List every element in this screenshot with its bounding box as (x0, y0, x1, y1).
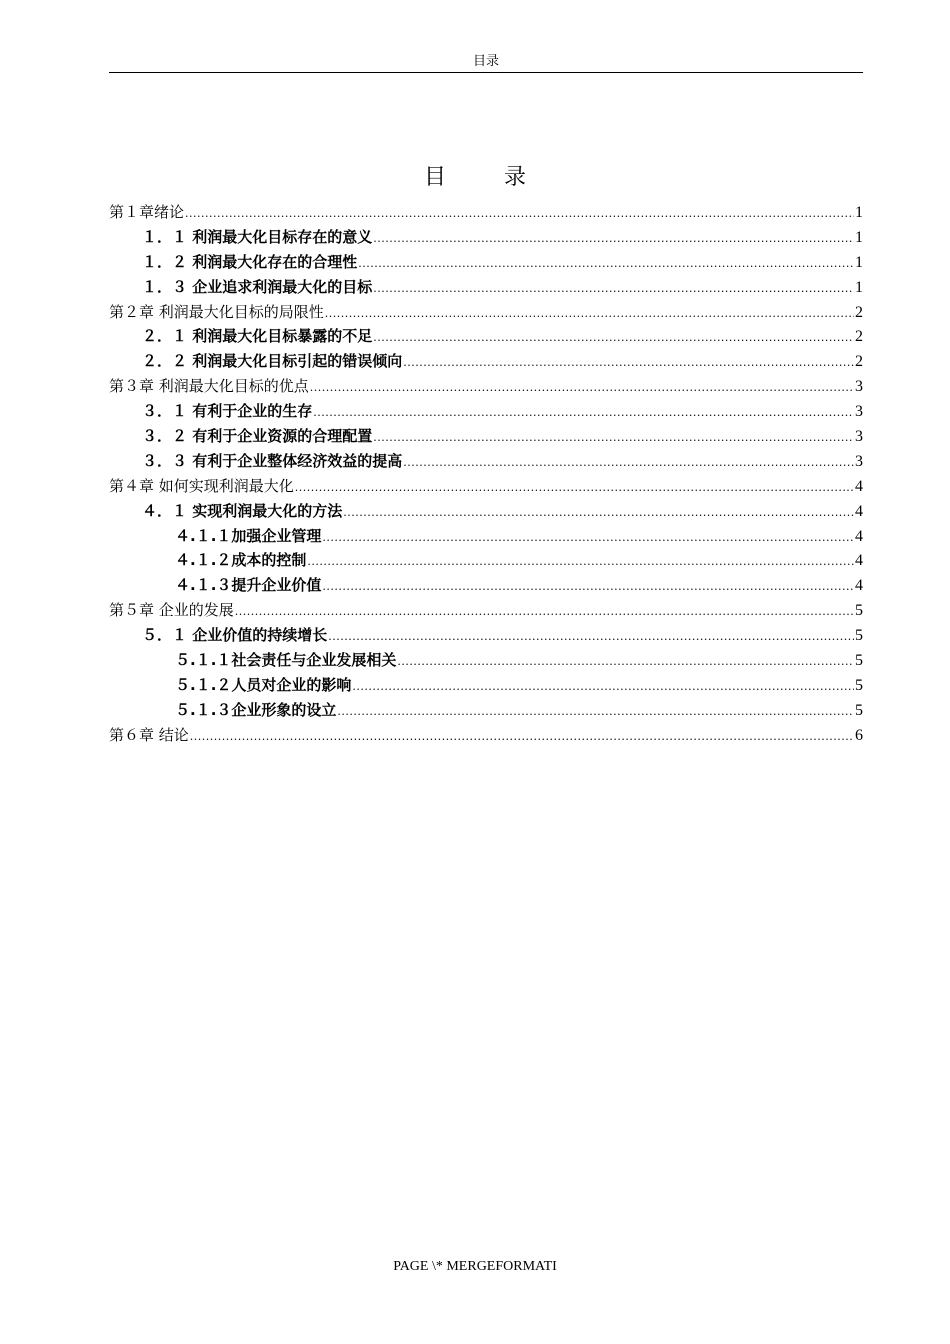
toc-entry-page-number: 5 (855, 676, 863, 694)
toc-entry-label: 第２章 利润最大化目标的局限性 (109, 302, 324, 321)
toc-entry-label: 第１章绪论 (109, 203, 185, 221)
toc-leader-dots (373, 227, 854, 252)
toc-entry-page-number: 5 (855, 701, 863, 719)
toc-leader-dots (235, 600, 854, 625)
toc-entry[interactable] (109, 499, 863, 524)
toc-entry-page-number: 2 (855, 353, 863, 371)
toc-entry-page-number: 3 (855, 403, 863, 421)
toc-leader-dots (307, 550, 854, 575)
toc-entry-page-number: 4 (855, 477, 863, 495)
toc-entry[interactable] (109, 324, 863, 349)
toc-entry-page-number: 4 (855, 527, 863, 545)
toc-entry-label: １．３ 企业追求利润最大化的目标 (142, 277, 373, 296)
toc-leader-dots (322, 575, 854, 600)
toc-leader-dots (322, 526, 854, 551)
toc-entry-label: ５.１.２人员对企业的影响 (175, 675, 352, 694)
toc-leader-dots (337, 700, 854, 725)
toc-entry[interactable] (109, 250, 863, 275)
toc-entry-label: １．１ 利润最大化目标存在的意义 (142, 227, 373, 246)
toc-entry-label: ３．２ 有利于企业资源的合理配置 (142, 427, 373, 446)
toc-entry-label: ２．２ 利润最大化目标引起的错误倾向 (142, 352, 403, 371)
toc-entry-page-number: 6 (855, 726, 863, 744)
toc-leader-dots (397, 650, 854, 675)
toc-leader-dots (185, 202, 854, 227)
toc-leader-dots (373, 277, 854, 302)
toc-entry-page-number: 5 (855, 652, 863, 670)
toc-entry-page-number: 3 (855, 428, 863, 446)
toc-entry[interactable] (109, 573, 863, 598)
toc-leader-dots (313, 401, 854, 426)
toc-entry[interactable] (109, 275, 863, 300)
toc-entry[interactable] (109, 474, 863, 499)
toc-leader-dots (295, 476, 854, 501)
toc-entry[interactable] (109, 648, 863, 673)
toc-leader-dots (190, 725, 854, 750)
toc-entry[interactable] (109, 698, 863, 723)
toc-entry[interactable] (109, 623, 863, 648)
toc-leader-dots (328, 625, 854, 650)
toc-entry-page-number: 2 (855, 303, 863, 321)
toc-entry-page-number: 4 (855, 577, 863, 595)
toc-entry-page-number: 1 (855, 228, 863, 246)
toc-entry[interactable] (109, 200, 863, 225)
toc-entry[interactable] (109, 399, 863, 424)
toc-entry-page-number: 3 (855, 452, 863, 470)
toc-leader-dots (325, 302, 854, 327)
toc-entry-label: 第５章 企业的发展 (109, 601, 234, 620)
toc-leader-dots (373, 426, 854, 451)
toc-entry-label: 第６章 结论 (109, 725, 189, 744)
page-header: 目录 (109, 54, 863, 73)
toc-entry[interactable] (109, 225, 863, 250)
toc-leader-dots (352, 675, 854, 700)
toc-entry-label: ４.１.２成本的控制 (175, 551, 307, 570)
toc-entry-label: ３．３ 有利于企业整体经济效益的提高 (142, 451, 403, 470)
toc-leader-dots (358, 252, 854, 277)
toc-leader-dots (373, 326, 854, 351)
toc-entry[interactable] (109, 548, 863, 573)
toc-entry[interactable] (109, 524, 863, 549)
toc-leader-dots (403, 451, 854, 476)
toc-entry[interactable] (109, 300, 863, 325)
toc-entry-label: 第４章 如何实现利润最大化 (109, 476, 294, 495)
toc-entry-page-number: 1 (855, 253, 863, 271)
toc-leader-dots (403, 351, 854, 376)
toc-entry-label: ５.１.１社会责任与企业发展相关 (175, 651, 397, 670)
toc-leader-dots (343, 501, 854, 526)
toc-entry-label: １．２ 利润最大化存在的合理性 (142, 252, 358, 271)
toc-entry-label: 第３章 利润最大化目标的优点 (109, 377, 309, 396)
toc-entry-page-number: 5 (855, 627, 863, 645)
toc-entry-page-number: 3 (855, 378, 863, 396)
table-of-contents (109, 200, 863, 748)
toc-entry-label: ３．１ 有利于企业的生存 (142, 402, 313, 421)
toc-entry-label: ２．１ 利润最大化目标暴露的不足 (142, 327, 373, 346)
toc-entry-label: ４．１ 实现利润最大化的方法 (142, 501, 343, 520)
toc-title: 目 录 (423, 165, 544, 190)
toc-leader-dots (310, 376, 854, 401)
toc-entry[interactable] (109, 449, 863, 474)
toc-entry[interactable] (109, 424, 863, 449)
toc-entry-page-number: 2 (855, 328, 863, 346)
toc-entry-label: ４.１.３提升企业价值 (175, 576, 322, 595)
toc-entry-page-number: 4 (855, 552, 863, 570)
toc-entry[interactable] (109, 598, 863, 623)
toc-entry-label: ５.１.３企业形象的设立 (175, 700, 337, 719)
toc-entry-label: ４.１.１加强企业管理 (175, 526, 322, 545)
toc-entry-label: ５．１ 企业价值的持续增长 (142, 626, 328, 645)
toc-entry[interactable] (109, 374, 863, 399)
toc-entry[interactable] (109, 723, 863, 748)
toc-entry-page-number: 4 (855, 502, 863, 520)
toc-entry[interactable] (109, 349, 863, 374)
toc-entry[interactable] (109, 673, 863, 698)
toc-entry-page-number: 1 (855, 278, 863, 296)
toc-entry-page-number: 5 (855, 602, 863, 620)
page-footer: PAGE \* MERGEFORMATI (393, 1259, 557, 1274)
toc-entry-page-number: 1 (855, 204, 863, 221)
